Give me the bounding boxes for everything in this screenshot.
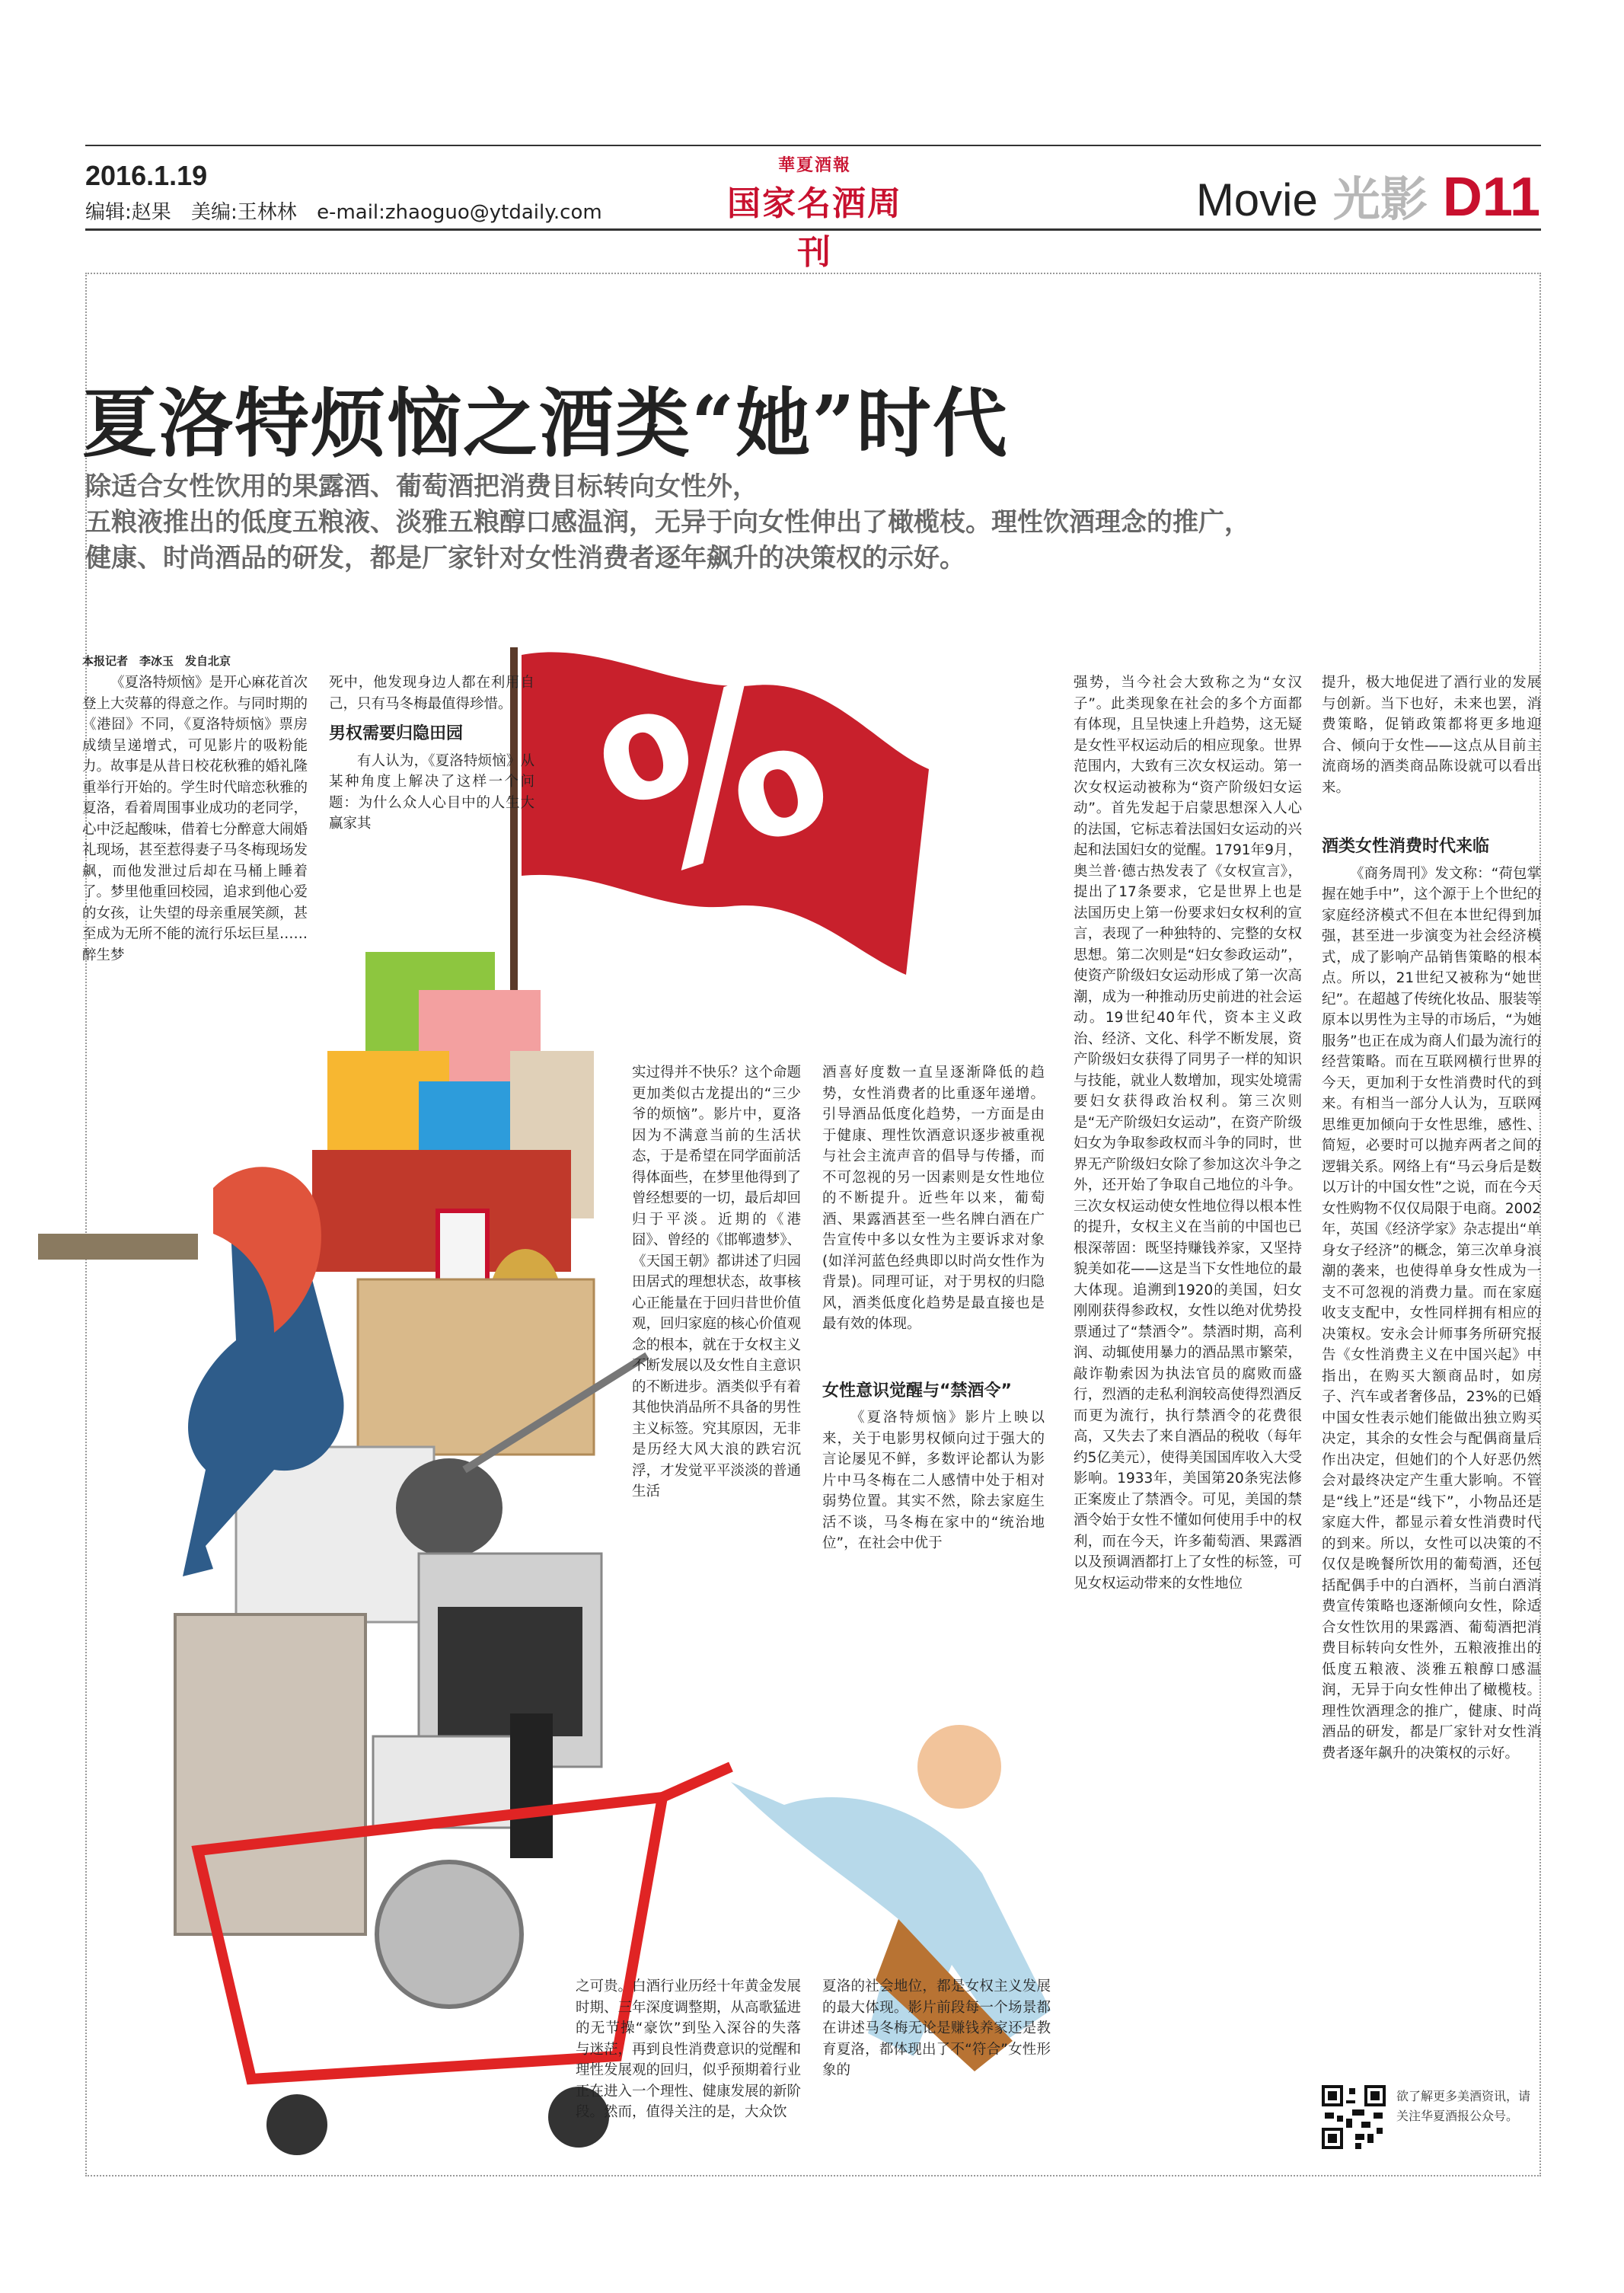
- deck-line: 五粮液推出的低度五粮液、淡雅五粮醇口感温润，无异于向女性伸出了橄榄枝。理性饮酒理念的推广，: [85, 507, 1250, 538]
- cart-wheel-icon: [266, 2094, 327, 2155]
- washer-drum-icon: [377, 1862, 522, 2007]
- subhead: 男权需要归隐田园: [329, 724, 464, 743]
- section-en: Movie: [1195, 174, 1318, 225]
- flag-symbol: %: [575, 628, 855, 931]
- cardboard-box: [358, 1279, 594, 1455]
- masthead-title: 国家名酒周刊: [727, 184, 902, 272]
- page-number: D11: [1442, 167, 1540, 228]
- section-label: [1196, 161, 1540, 229]
- masthead-small: 華夏酒報: [777, 156, 851, 175]
- man-head: [917, 1725, 1001, 1809]
- wine-bottle-icon: [510, 1713, 553, 1858]
- column-5: [1074, 672, 1302, 2165]
- issue-date: 2016.1.19: [85, 160, 208, 191]
- header-top-rule: [85, 145, 1541, 146]
- paragraph: 之可贵。白酒行业历经十年黄金发展时期、三年深度调整期，从高歌猛进的无节操“豪饮”到坠入深谷的失落与迷茫，再到良性消费意识的觉醒和理性发展观的回归，似乎预期着行业正在进入一个理性、健康发展的新阶段。然而，值得关注的是，大众饮: [576, 1978, 801, 2120]
- paragraph: 实过得并不快乐？这个命题更加类似古龙提出的“三少爷的烦恼”。影片中，夏洛因为不满意当前的生活状态，于是希望在同学面前活得体面些，在梦里他得到了曾经想要的一切，最后却回归于平淡。近期的《港囧》、曾经的《邯郸遗梦》、《天国王朝》都讲述了归园田居式的理想状态，故事核心正能量在于回归昔世价值观，回归家庭的核心价值观念的根本，就在于女权主义不断发展以及女性自主意识的不断进步。酒类似乎有着其他快消品所不具备的男性主义标签。究其原因，无非是历经大风大浪的跌宕沉浮，才发觉平平淡淡的普通生活: [632, 1065, 801, 1499]
- byline: 本报记者 李冰玉 发自北京: [82, 654, 231, 668]
- deck-line: 除适合女性饮用的果露酒、葡萄酒把消费目标转向女性外，: [85, 471, 758, 502]
- column-2: [329, 672, 534, 1008]
- editor: 编辑:赵果: [85, 201, 171, 224]
- paragraph: 《商务周刊》发文称：“荷包掌握在她手中”，这个源于上个世纪的家庭经济模式不但在本世纪得到加强，甚至进一步演变为社会经济模式，成了影响产品销售策略的根本点。所以，21世纪又被称为“她世纪”。在超越了传统化妆品、服装等原本以男性为主导的市场后，“为她服务”也正在成为商人们最为流行的经营策略。而在互联网横行世界的今天，更加利于女性消费时代的到来。有相当一部分人认为，互联网思维更加倾向于女性思维，感性、简短，必要时可以抛弃两者之间的逻辑关系。网络上有“马云身后是数以万计的中国女性”之说，而在今天女性购物不仅仅局限于电商。2002年，英国《经济学家》杂志提出“单身女子经济”的概念，第三次单身浪潮的袭来，也使得单身女性成为一支不可忽视的消费力量。而在家庭收支支配中，女性同样拥有相应的决策权。安永会计师事务所研究报告《女性消费主义在中国兴起》中指出，在购买大额商品时，如房子、汽车或者奢侈品，23%的已婚中国女性表示她们能做出独立购买决定，其余的女性会与配偶商量后作出决定，但她们的个人好恶仍然会对最终决定产生重大影响。不管是“线上”还是“线下”，小物品还是家庭大件，都显示着女性消费时代的到来。所以，女性可以决策的不仅仅是晚餐所饮用的葡萄酒，还包括配偶手中的白酒杯，当前白酒消费宣传策略也逐渐倾向女性，除适合女性饮用的果露酒、葡萄酒把消费目标转向女性外，五粮液推出的低度五粮液、淡雅五粮醇口感温润，无异于向女性伸出了橄榄枝。理性饮酒理念的推广，健康、时尚酒品的研发，都是厂家针对女性消费者逐年飙升的决策权的示好。: [1322, 865, 1541, 1761]
- editors-line: [85, 196, 616, 225]
- vacuum-cleaner-icon: [396, 1458, 503, 1557]
- email[interactable]: e-mail:zhaoguo@ytdaily.com: [317, 201, 602, 224]
- paragraph: 《夏洛特烦恼》是开心麻花首次登上大荧幕的得意之作。与同时期的《港囧》不同，《夏洛特烦恼》票房成绩呈递增式，可见影片的吸粉能力。故事是从昔日校花秋雅的婚礼隆重举行开始的。学生时代暗恋秋雅的夏洛，看着周围事业成功的老同学，心中泛起酸味，借着七分醉意大闹婚礼现场，甚至惹得妻子马冬梅现场发飙，而他发泄过后却在马桶上睡着了。梦里他重回校园，追求到他心爱的女孩，让失望的母亲重展笑颜，甚至成为无所不能的流行乐坛巨星……醉生梦: [82, 675, 308, 963]
- deck: [85, 469, 1517, 576]
- section-cn: 光影: [1332, 171, 1428, 227]
- column-bottom-2: [822, 1976, 1051, 2159]
- headline: 夏洛特烦恼之酒类“她”时代: [82, 380, 1009, 468]
- column-6: [1322, 672, 1541, 2077]
- column-1: [82, 672, 308, 1030]
- column-bottom-1: [576, 1976, 801, 2159]
- subhead: 女性意识觉醒与“禁酒令”: [822, 1381, 1012, 1400]
- cart-handle: [662, 1767, 731, 1797]
- paragraph: 夏洛的社会地位，都是女权主义发展的最大体现。影片前段每一个场景都在讲述马冬梅无论是赚钱养家还是教育夏洛，都体现出了不“符合”女性形象的: [822, 1978, 1051, 2078]
- column-3: [632, 1062, 801, 1687]
- art-editor: 美编:王林林: [191, 201, 297, 224]
- paragraph: 《夏洛特烦恼》影片上映以来，关于电影男权倾向过于强大的言论屡见不鲜，多数评论都认为影片中马冬梅在二人感情中处于相对弱势位置。其实不然，除去家庭生活不谈，马冬梅在家中的“统治地位”，在社会中优于: [822, 1410, 1045, 1551]
- paragraph: 有人认为，《夏洛特烦恼》从某种角度上解决了这样一个问题：为什么众人心目中的人生大赢家其: [329, 752, 534, 832]
- qr-caption: 欲了解更多美酒资讯，请关注华夏酒报公众号。: [1396, 2089, 1531, 2123]
- paragraph: 提升，极大地促进了酒行业的发展与创新。当下也好，未来也罢，消费策略，促销政策都将更多地迎合、倾向于女性——这点从目前主流商场的酒类商品陈设就可以看出来。: [1322, 675, 1541, 796]
- subhead: 酒类女性消费时代来临: [1322, 837, 1490, 856]
- deck-line: 健康、时尚酒品的研发，都是厂家针对女性消费者逐年飙升的决策权的示好。: [85, 543, 965, 573]
- paragraph: 酒喜好度数一直呈逐渐降低的趋势，女性消费者的比重逐年递增。引导酒品低度化趋势，一方面是由于健康、理性饮酒意识逐步被重视与社会主流声音的倡导与传播，而不可忽视的另一因素则是女性地位的不断提升。近些年以来，葡萄酒、果露酒甚至一些名牌白酒在广告宣传中多以女性为主要诉求对象(如洋河蓝色经典即以时尚女性作为背景)。同理可证，对于男权的归隐风，酒类低度化趋势是最直接也是最有效的体现。: [822, 1065, 1045, 1332]
- header-bottom-rule: [85, 228, 1541, 231]
- paragraph: 死中，他发现身边人都在利用自己，只有马冬梅最值得珍惜。: [329, 675, 534, 712]
- telescope-icon: [38, 1234, 198, 1260]
- paragraph: 强势，当今社会大致称之为“女汉子”。此类现象在社会的多个方面都有体现，且呈快速上升趋势，这无疑是女性平权运动后的相应现象。世界范围内，大致有三次女权运动。第一次女权运动被称为“资产阶级妇女运动”。首先发起于启蒙思想深入人心的法国，它标志着法国妇女运动的兴起和法国妇女的觉醒。1791年9月，奥兰普·德古热发表了《女权宣言》，提出了17条要求，它是世界上也是法国历史上第一份要求妇女权利的宣言，表现了一种独特的、完整的女权思想。第二次则是“妇女参政运动”，使资产阶级妇女运动形成了第一次高潮，成为一种推动历史前进的社会运动。19世纪40年代，资本主义政治、经济、文化、科学不断发展，资产阶级妇女获得了同男子一样的知识与技能，就业人数增加，现实处境需要妇女获得政治权利。第三次则是“无产阶级妇女运动”，在资产阶级妇女为争取参政权而斗争的同时，世界无产阶级妇女除了参加这次斗争之外，还开始了争取自己地位的斗争。三次女权运动使女性地位得以根本性的提升，女权主义在当前的中国也已根深蒂固：既坚持赚钱养家，又坚持貌美如花——这是当下女性地位的最大体现。追溯到1920的美国，妇女刚刚获得参政权，女性以绝对优势投票通过了“禁酒令”。禁酒时期，高利润、动辄使用暴力的酒品黑市繁荣，敲诈勒索因为执法官员的腐败而盛行，烈酒的走私利润较高使得烈酒反而更为流行，执行禁酒令的花费很高，又失去了来自酒品的税收（每年约5亿美元），使得美国国库收入大受影响。1933年，美国第20条宪法修正案废止了禁酒令。可见，美国的禁酒令始于女性不懂如何使用手中的权利，而在今天，许多葡萄酒、果露酒以及预调酒都打上了女性的标签，可见女权运动带来的女性地位: [1074, 675, 1302, 1592]
- column-4: [822, 1062, 1045, 1679]
- qr-code-icon[interactable]: [1322, 2085, 1386, 2149]
- masthead: [716, 152, 914, 273]
